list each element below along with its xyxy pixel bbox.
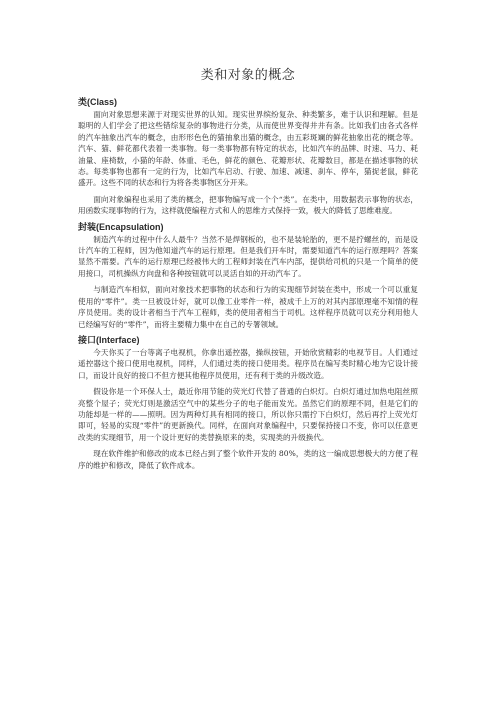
section-heading-class: 类(Class) — [78, 97, 118, 107]
section-heading-interface: 接口(Interface) — [78, 334, 140, 345]
paragraph: 与制造汽车相似，面向对象技术把事物的状态和行为的实现细节封装在类中，形成一个可以重复使用的“零件”。类一旦被设计好，就可以像工业零件一样，被成千上万的对其内部原理毫不知情的程序员使用。类的设计者相当于汽车工程师，类的使用者相当于司机。这样程序员就可以充分利用他人已经编写好的“零件”，而将主要精力集中在自己的专署领域。 — [78, 285, 418, 329]
paragraph: 现在软件维护和修改的成本已经占到了整个软件开发的 80%，类的这一编成思想极大的方便了程序的维护和修改，降低了软件成本。 — [78, 449, 418, 470]
section-heading-encapsulation: 封装(Encapsulation) — [78, 221, 164, 232]
section-class — [78, 97, 418, 217]
section-interface — [78, 335, 418, 471]
paragraph: 制造汽车的过程中什么人最牛？当然不是焊钢板的，也不是装轮胎的，更不是拧螺丝的，而是设计汽车的工程师，因为他知道汽车的运行原理。但是我们开车时，需要知道汽车的运行原理吗？答案显然不需要。汽车的运行原理已经被伟大的工程师封装在汽车内部，提供给司机的只是一个简单的使用接口，司机操纵方向盘和各种按钮就可以灵活自如的开动汽车了。 — [78, 234, 418, 278]
page-title: 类和对象的概念 — [200, 68, 296, 83]
paragraph: 面向对象思想来源于对现实世界的认知。现实世界缤纷复杂、种类繁多，难于认识和理解。但是聪明的人们学会了把这些错综复杂的事物进行分类，从而使世界变得井井有条。比如我们由各式各样的汽车抽象出汽车的概念，由形形色色的猫抽象出猫的概念，由五彩斑斓的鲜花抽象出花的概念等。汽车、猫、鲜花都代表着一类事物。每一类事物都有特定的状态，比如汽车的品牌、时速、马力、耗油量、座椅数，小猫的年龄、体重、毛色，鲜花的颜色、花瓣形状、花瓣数目，都是在描述事物的状态。每类事物也都有一定的行为，比如汽车启动、行驶、加速、减速、刹车、停车，猫捉老鼠，鲜花盛开。这些不同的状态和行为将各类事物区分开来。 — [78, 110, 418, 188]
section-encapsulation — [78, 222, 418, 330]
paragraph: 今天你买了一台等离子电视机，你拿出遥控器，操纵按钮，开始欣赏精彩的电视节目。人们通过遥控器这个接口使用电视机，同样，人们通过类的接口使用类。程序员在编写类时精心地为它设计接口，而设计良好的接口不但方便其他程序员使用，还有利于类的升级改造。 — [78, 347, 418, 380]
paragraph: 面向对象编程也采用了类的概念，把事物编写成一个个“类”。在类中，用数据表示事物的状态，用函数实现事物的行为，这样就使编程方式和人的思维方式保持一致，极大的降低了思维难度。 — [78, 194, 418, 216]
paragraph: 假设你是一个环保人士，最近你用节能的荧光灯代替了普通的白炽灯。白炽灯通过加热电阻丝照亮整个屋子；荧光灯则是激活空气中的某些分子的电子能而发光。虽然它们的原理不同，但是它们的功能却是一样的——照明。因为两种灯具有相同的接口，所以你只需拧下白炽灯，然后再拧上荧光灯即可，轻易的实现“零件”的更新换代。同样，在面向对象编程中，只要保持接口不变，你可以任意更改类的实现细节，用一个设计更好的类替换原来的类，实现类的升级换代。 — [78, 387, 418, 442]
